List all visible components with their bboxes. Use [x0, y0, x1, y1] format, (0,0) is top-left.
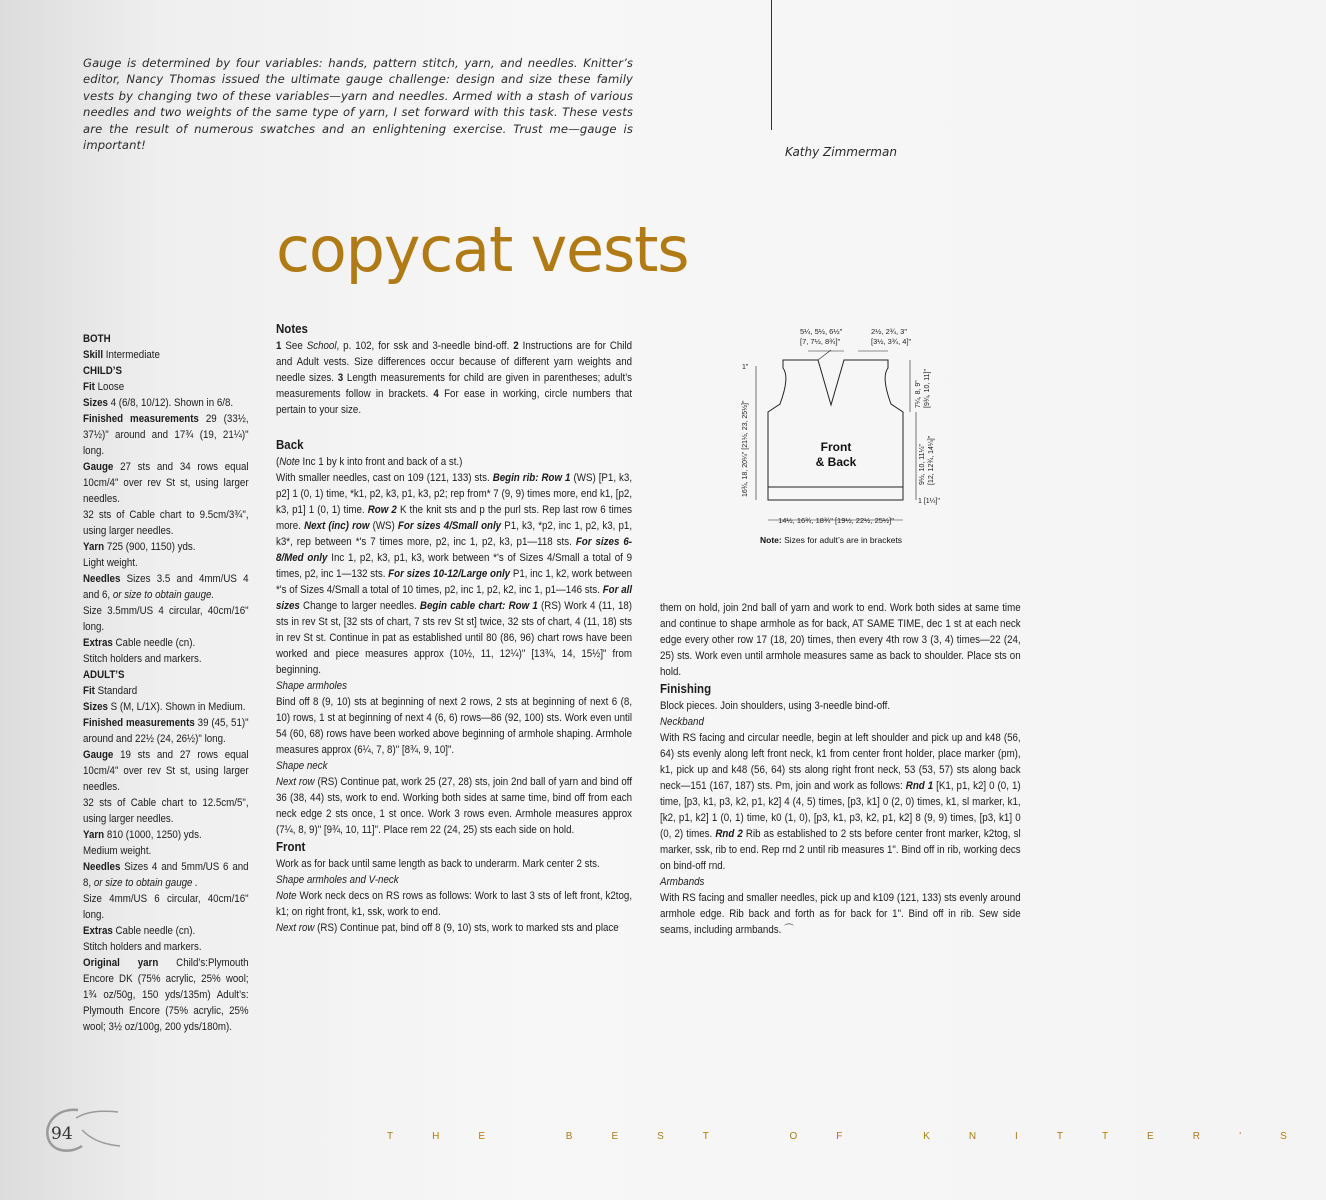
- spec-value: Standard: [94, 685, 138, 697]
- front-next-row-paragraph: [276, 920, 632, 936]
- text: K the knit sts and p the purl sts. Rep last row 6 times more.: [276, 504, 633, 532]
- instructions-column-2: [660, 600, 1021, 938]
- note-text: , p. 102, for ssk and 3-needle bind-off.: [336, 340, 514, 352]
- text: Note: [276, 890, 297, 902]
- body-label-adult: [12, 12¾, 14¼]": [928, 435, 935, 485]
- text: Note: [279, 456, 300, 468]
- vest-schematic: [728, 322, 943, 547]
- text: (RS) Continue pat, work 25 (27, 28) sts, join 2nd ball of yarn and bind off 36 (38, 44) sts, work to end. Working both sides at same time, bind off from each neck edge 2 sts once, 1 st once. Work 3 rows even. Armhole measures approx (7¼, 8, 9)" [9¾, 10, 11]". Place rem 22 (24, 25) sts each side on hold.: [276, 776, 633, 836]
- armbands-subheading: Armbands: [660, 876, 705, 888]
- text: With smaller needles, cast on 109 (121, 133) sts.: [276, 472, 493, 484]
- spec-value: 29 (33½, 37½)" around and 17¾ (19, 21¼)" long.: [83, 413, 249, 457]
- spec-line: Medium weight.: [83, 845, 152, 857]
- one-inch-label: 1": [742, 364, 749, 371]
- page-title: copycat vests: [276, 213, 689, 286]
- spec-value: or size to obtain gauge.: [110, 589, 215, 601]
- end-mark-icon: ⌒: [784, 924, 794, 936]
- text: Begin rib: Row 1: [492, 472, 571, 484]
- spec-label: Gauge: [83, 461, 114, 473]
- shoulder-label-adult: [3½, 3¾, 4]": [871, 337, 912, 346]
- armholes-paragraph: Bind off 8 (9, 10) sts at beginning of next 2 rows, 2 sts at beginning of next 6 (8, 10) rows, 1 st at beginning of next 4 (6, 6) rows—86 (92, 100) sts. Work even until 54 (60, 68) rows have been worked above beginning of armhole shaping. Armhole measures approx (6¼, 7, 8)" [8¾, 9, 10]".: [276, 696, 633, 756]
- spec-label: Yarn: [83, 829, 105, 841]
- notes-paragraph: [276, 338, 632, 418]
- front-back-label-2: & Back: [815, 455, 857, 469]
- spec-value: S (M, L/1X). Shown in Medium.: [107, 701, 246, 713]
- spec-label: Gauge: [83, 749, 114, 761]
- armbands-paragraph: [660, 890, 1021, 938]
- neck-width-label: 5¼, 5½, 6½": [800, 327, 843, 336]
- text: Rib as established to 2 sts before center front marker, k2tog, sl marker, ssk, rib to end. Rep rnd 2 until rib measures 1". Bind off in rib, working decs on bind-off rnd.: [660, 828, 1021, 872]
- width-label: 14½, 16¾, 18¾" [19½, 22½, 25½]": [778, 516, 894, 525]
- instructions-column-1: [276, 320, 632, 936]
- text: Work neck decs on RS rows as follows: Work to last 3 sts of left front, k2tog, k1; on right front, k1, ssk, work to end.: [276, 890, 633, 918]
- shape-neck-subheading: Shape neck: [276, 760, 328, 772]
- note-label: Note:: [760, 535, 782, 545]
- neckband-subheading: Neckband: [660, 716, 704, 728]
- text: For sizes 4/Small only: [397, 520, 502, 532]
- spec-label: Yarn: [83, 541, 105, 553]
- rib-label: 1 [1¼]": [918, 498, 940, 505]
- spec-label: Sizes: [83, 397, 108, 409]
- spec-value: 810 (1000, 1250) yds.: [104, 829, 202, 841]
- spec-label: Finished measurements: [83, 413, 199, 425]
- spec-label: Extras: [83, 637, 113, 649]
- finishing-heading: Finishing: [660, 682, 712, 696]
- spec-label: Sizes: [83, 701, 108, 713]
- text: Row 2: [367, 504, 397, 516]
- spec-label: Fit: [83, 381, 95, 393]
- child-heading: CHILD’S: [83, 365, 122, 377]
- spec-value: 4 (6/8, 10/12). Shown in 6/8.: [107, 397, 234, 409]
- spec-label: Extras: [83, 925, 113, 937]
- spec-label: Finished measurements: [83, 717, 195, 729]
- length-label: 16¾, 18, 20¼" [21½, 23, 25½]": [742, 400, 749, 497]
- shoulder-label: 2½, 2¾, 3": [871, 327, 908, 336]
- note-text: School: [306, 340, 337, 352]
- text: (: [276, 456, 280, 468]
- spec-value: Sizes 4 and 5mm/US 6 and 8,: [83, 861, 249, 889]
- spec-value: Cable needle (cn).: [112, 637, 196, 649]
- finishing-paragraph: Block pieces. Join shoulders, using 3-needle bind-off.: [660, 700, 891, 712]
- both-heading: BOTH: [83, 333, 111, 345]
- note-number: 2: [513, 340, 519, 352]
- text: (RS) Work 4 (11, 18) sts in rev St st, [32 sts of chart, 7 sts rev St st] twice, 32 sts of chart, 4 (11, 18) sts in rev St st. Continue in pat as established until 80 (86, 96) chart rows have been worked and piece measures approx (10½, 11, 12¼)" [13¾, 14, 15½]" from beginning.: [276, 600, 633, 676]
- neckband-paragraph: [660, 730, 1021, 874]
- spec-line: Size 4mm/US 6 circular, 40cm/16" long.: [83, 893, 249, 921]
- neck-width-label-adult: [7, 7½, 8¾]": [800, 337, 841, 346]
- author-name: Kathy Zimmerman: [785, 145, 897, 159]
- note-text: For ease in working, circle numbers that pertain to your size.: [276, 388, 633, 416]
- text: P1, inc 1, k2, work between *'s of Sizes 4/Small a total of 10 times, p2, inc 1, p2, k2, inc 1, p1—146 sts.: [276, 568, 633, 596]
- spec-label: Fit: [83, 685, 95, 697]
- vertical-rule: [771, 0, 772, 130]
- note-number: 1: [276, 340, 282, 352]
- note-number: 4: [433, 388, 439, 400]
- text: Begin cable chart: Row 1: [419, 600, 538, 612]
- armhole-label-adult: [9¾, 10, 11]": [924, 369, 931, 408]
- spec-value: 19 sts and 27 rows equal 10cm/4" over rev St st, using larger needles.: [83, 749, 249, 793]
- text: (WS) [P1, k3, p2] 1 (0, 1) time, *k1, p2, k3, p1, k3, p2; rep from* 7 (9, 9) times more, end k1, [p2, k3, p1] 1 (0, 1) time.: [276, 472, 633, 516]
- text: Next row: [276, 776, 315, 788]
- adult-heading: ADULT’S: [83, 669, 125, 681]
- spec-label: Needles: [83, 861, 121, 873]
- text: Inc 1, p2, k3, p1, k3, work between *'s of Sizes 4/Small a total of 9 times, p2, inc 1—132 sts.: [276, 552, 633, 580]
- back-heading: Back: [276, 438, 304, 452]
- text: For all sizes: [276, 584, 633, 612]
- spec-line: 32 sts of Cable chart to 9.5cm/3¾", using larger needles.: [83, 509, 249, 537]
- back-note: [276, 454, 632, 470]
- spec-label: Needles: [83, 573, 121, 585]
- notes-heading: Notes: [276, 322, 308, 336]
- text: For sizes 10-12/Large only: [388, 568, 511, 580]
- running-footer: THE BEST OF KNITTER’S: [387, 1131, 1326, 1142]
- spec-value: Loose: [94, 381, 125, 393]
- note-text: Instructions are for Child and Adult vests. Size differences occur because of different yarn weights and needle sizes.: [276, 340, 633, 384]
- spec-line: Light weight.: [83, 557, 138, 569]
- specs-column: [83, 331, 249, 1035]
- spec-label: Skill: [83, 349, 104, 361]
- text: Rnd 1: [905, 780, 934, 792]
- front-back-label: Front: [820, 440, 852, 454]
- spec-value: Child’s:Plymouth Encore DK (75% acrylic, 25% wool; 1¾ oz/50g, 150 yds/135m) Adult’s: Plymouth Encore (75% acrylic, 25% wool; 3½ oz/100g, 200 yds/180m).: [83, 957, 249, 1033]
- spec-value: Sizes 3.5 and 4mm/US 4 and 6,: [83, 573, 249, 601]
- spec-value: Intermediate: [103, 349, 160, 361]
- text: Rnd 2: [715, 828, 743, 840]
- spec-value: 39 (45, 51)" around and 22½ (24, 26½)" long.: [83, 717, 249, 745]
- spec-line: 32 sts of Cable chart to 12.5cm/5", using larger needles.: [83, 797, 249, 825]
- spec-value: 27 sts and 34 rows equal 10cm/4" over rev St st, using larger needles.: [83, 461, 249, 505]
- back-paragraph: [276, 470, 632, 678]
- spec-value: Cable needle (cn).: [112, 925, 196, 937]
- vest-outline: [768, 360, 903, 500]
- neck-paragraph: [276, 774, 632, 838]
- vneck-subheading: Shape armholes and V-neck: [276, 874, 399, 886]
- spec-value: 725 (900, 1150) yds.: [104, 541, 196, 553]
- body-label: 9½, 10, 11¼": [919, 444, 926, 485]
- text: (RS) Continue pat, bind off 8 (9, 10) sts, work to marked sts and place: [314, 922, 619, 934]
- page-number: 94: [51, 1124, 73, 1144]
- spec-value: or size to obtain gauge .: [91, 877, 198, 889]
- text: Next row: [276, 922, 315, 934]
- text: With RS facing and smaller needles, pick up and k109 (121, 133) sts evenly around armhole edge. Rib back and forth as for back for 1". Bind off in rib. Sew side seams, including armbands.: [660, 892, 1021, 936]
- text: [K1, p1, k2] 0 (0, 1) time, [p3, k1, p3, k2, p1, k2] 4 (4, 5) times, [p3, k1] 0 (2, 0) times, k1, sl marker, k1, [k2, p1, k2] 1 (0, 1) time, k0 (1, 0), [p3, k1, p3, k2, p1, k2] 8 (9, 9) times, [p3, k1] 0 (0, 2) times.: [660, 780, 1021, 840]
- front-paragraph: Work as for back until same length as back to underarm. Mark center 2 sts.: [276, 858, 600, 870]
- front-heading: Front: [276, 840, 306, 854]
- intro-paragraph: Gauge is determined by four variables: hands, pattern stitch, yarn, and needles. Knitter’s editor, Nancy Thomas issued the ultimate gauge challenge: design and size these family vests by changing two of these variables—yarn and needles. Armed with a stash of various needles and two weights of the same type of yarn, I set forward with this task. These vests are the result of numerous swatches and an enlightening exercise. Trust me—gauge is important!: [83, 56, 633, 153]
- text: Change to larger needles.: [299, 600, 420, 612]
- note-text: Length measurements for child are given in parentheses; adult’s measurements follow in brackets.: [276, 372, 633, 400]
- spec-line: Stitch holders and markers.: [83, 941, 202, 953]
- text: P1, k3, *p2, inc 1, p2, k3, p1, k3*, rep between *'s 7 times more, p2, inc 1, p2, k3, p1—118 sts.: [276, 520, 633, 548]
- text: Next (inc) row: [304, 520, 370, 532]
- spec-label: Original yarn: [83, 957, 159, 969]
- front-continued-paragraph: them on hold, join 2nd ball of yarn and work to end. Work both sides at same time and continue to shape armhole as for back, AT SAME TIME, dec 1 st at each neck edge every other row 17 (18, 20) times, then every 4th row 3 (3, 4) times—22 (24, 25) sts. Work even until armhole measures same as back to shoulder. Place sts on hold.: [660, 602, 1021, 678]
- text: For sizes 6-8/Med only: [276, 536, 633, 564]
- text: Inc 1 by k into front and back of a st.): [299, 456, 463, 468]
- text: With RS facing and circular needle, begin at left shoulder and pick up and k48 (56, 64) sts evenly along left front neck, k1 from center front holder, place marker (pm), k1, pick up and k48 (56, 64) sts along right front neck, 53 (53, 57) sts along back neck—151 (167, 187) sts. Pm, join and work as follows:: [660, 732, 1021, 792]
- front-note-paragraph: [276, 888, 632, 920]
- note-text: Sizes for adult’s are in brackets: [781, 535, 903, 545]
- schematic-note: [760, 535, 902, 545]
- shape-armholes-subheading: Shape armholes: [276, 680, 347, 692]
- text: (WS): [369, 520, 398, 532]
- spec-line: Size 3.5mm/US 4 circular, 40cm/16" long.: [83, 605, 249, 633]
- armhole-label: 7¼, 8, 9": [915, 380, 922, 408]
- note-text: See: [281, 340, 307, 352]
- note-number: 3: [337, 372, 344, 384]
- spec-line: Stitch holders and markers.: [83, 653, 202, 665]
